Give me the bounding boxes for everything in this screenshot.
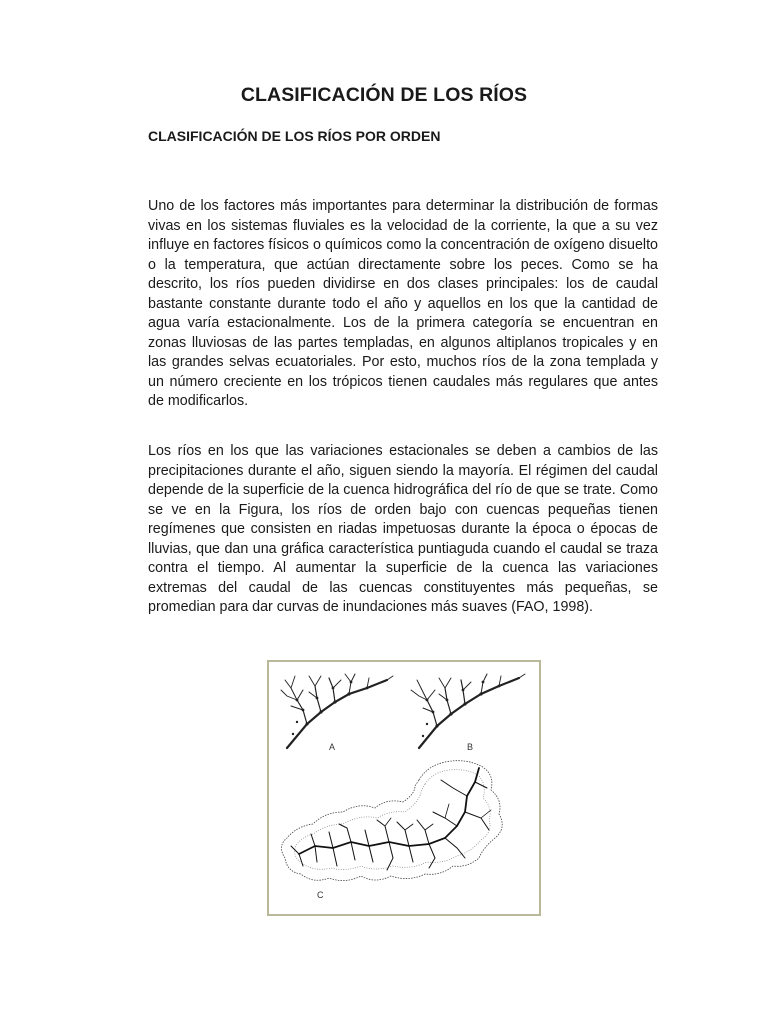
section-subtitle: CLASIFICACIÓN DE LOS RÍOS POR ORDEN — [148, 128, 441, 144]
label-a: A — [329, 742, 336, 752]
label-c: C — [317, 890, 324, 900]
river-order-figure — [267, 660, 541, 916]
river-basin-c — [281, 761, 502, 881]
river-tree-a — [281, 674, 393, 748]
page-title: CLASIFICACIÓN DE LOS RÍOS — [240, 84, 528, 106]
river-tree-b — [411, 674, 525, 748]
river-network-c — [291, 768, 491, 870]
paragraph-2: Los ríos en los que las variaciones estacionales se deben a cambios de las precipitaciones durante el año, siguen siendo la mayoría. El régimen del caudal depende de la superficie de la cuenca hidrográfica del río de que se trate. Como se ve en la Figura, los ríos de orden bajo con cuencas pequeñas tienen regímenes que consisten en riadas impetuosas durante la época o épocas de lluvias, que dan una gráfica característica puntiaguda cuando el caudal se traza contra el tiempo. Al aumentar la superficie de la cuenca las variaciones extremas del caudal de las cuencas constituyentes más pequeñas, se promedian para dar curvas de inundaciones más suaves (FAO, 1998). — [148, 443, 658, 615]
river-network-diagram — [269, 662, 539, 914]
paragraph-1: Uno de los factores más importantes para determinar la distribución de formas vivas en los sistemas fluviales es la velocidad de la corriente, la que a su vez influye en factores físicos o químicos como la concentración de oxígeno disuelto o la temperatura, que actúan directamente sobre los peces. Como se ha descrito, los ríos pueden dividirse en dos clases principales: los de caudal bastante constante durante todo el año y aquellos en los que la cantidad de agua varía estacionalmente. Los de la primera categoría se encuentran en zonas lluviosas de las partes templadas, en algunos altiplanos tropicales y en las grandes selvas ecuatoriales. Por esto, muchos ríos de la zona templada y un número creciente en los trópicos tienen caudales más regulares que antes de modificarlos. — [148, 198, 658, 409]
label-b: B — [467, 742, 474, 752]
